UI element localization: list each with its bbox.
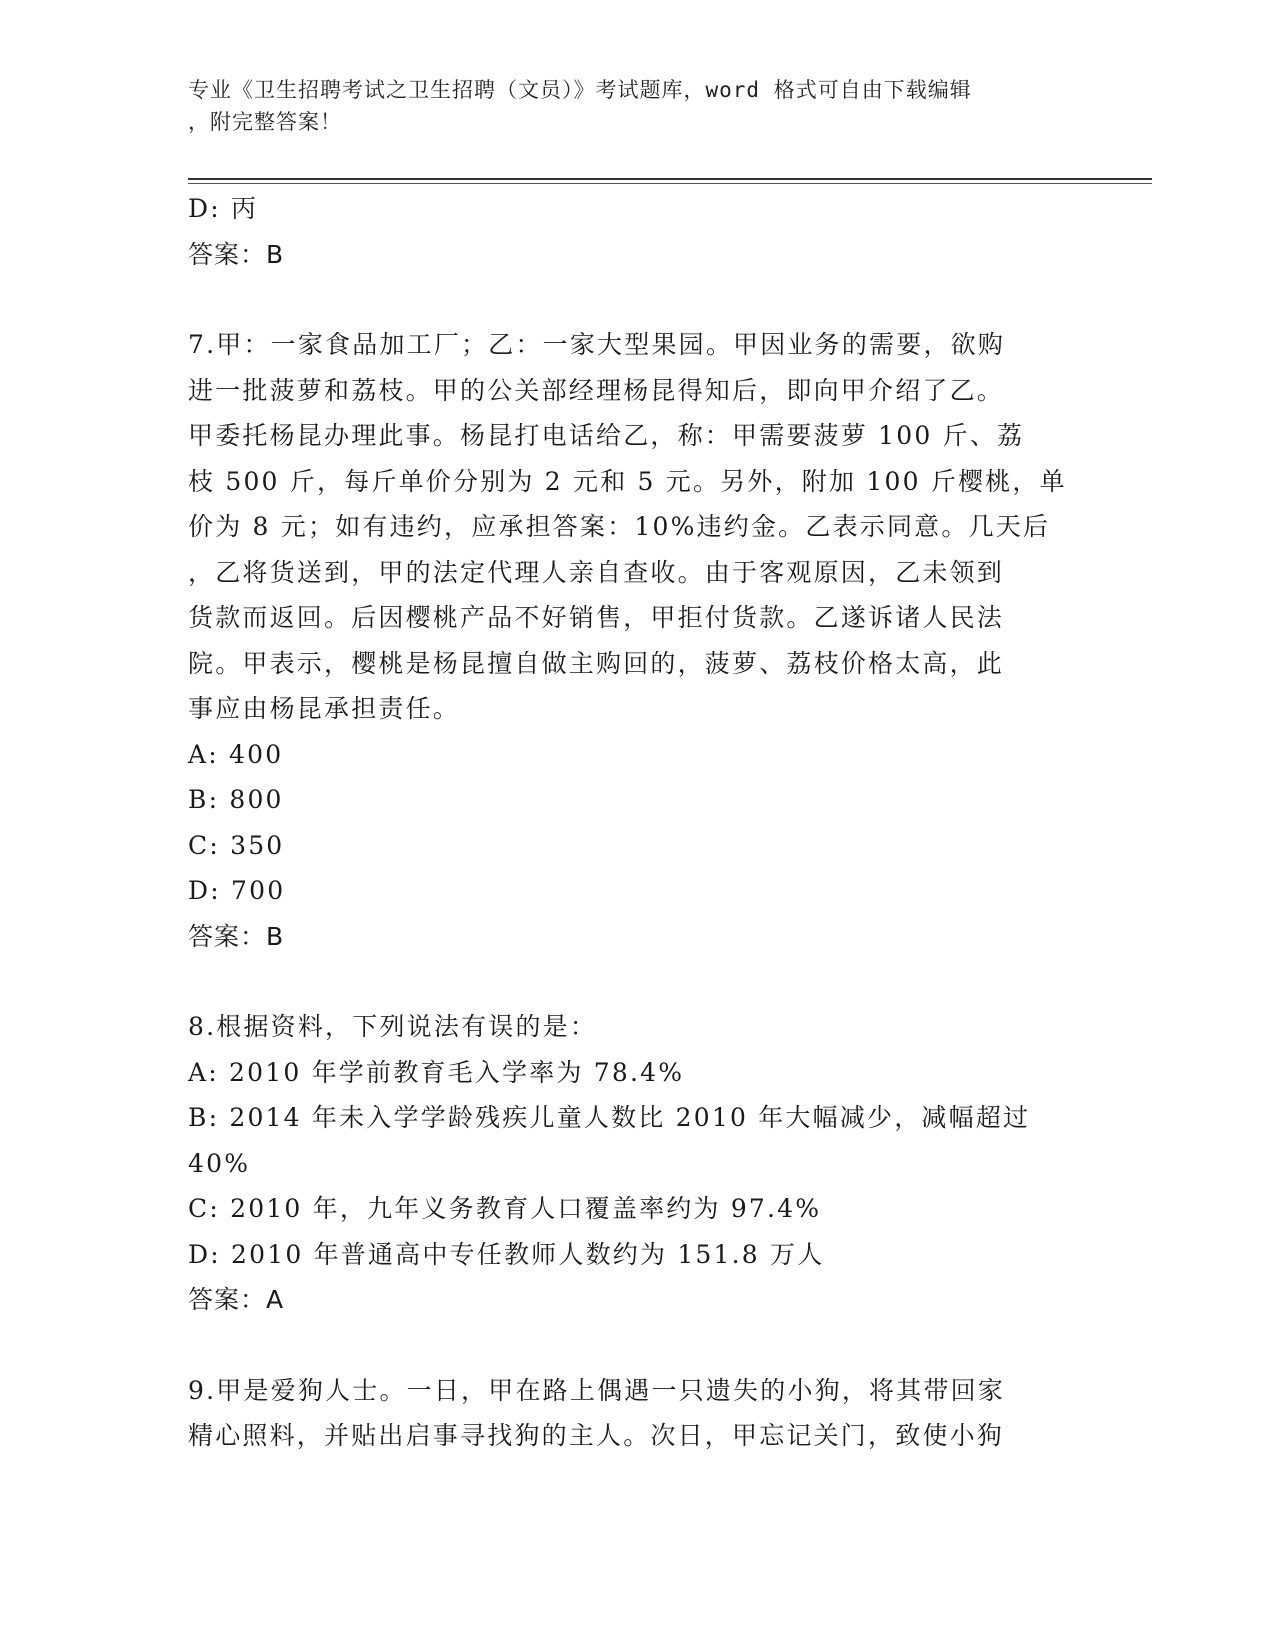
- q7-option-a: A: 400: [188, 739, 284, 769]
- q8-option-a: A: 2010 年学前教育毛入学率为 78.4%: [188, 1057, 685, 1087]
- q7-stem-line: 事应由杨昆承担责任。: [188, 694, 461, 723]
- document-header: [188, 74, 1068, 138]
- q7-option-d: D: 700: [188, 876, 286, 905]
- header-line-2: ，附完整答案！: [188, 110, 342, 134]
- q8-option-b-line-2: 40%: [188, 1148, 251, 1178]
- spacer: [188, 277, 1088, 322]
- q7-stem-line: 进一批菠萝和荔枝。甲的公关部经理杨昆得知后，即向甲介绍了乙。: [188, 375, 1005, 405]
- q7-stem-line: ，乙将货送到，甲的法定代理人亲自查收。由于客观原因，乙未领到: [188, 557, 1005, 587]
- q7-stem-line: 7.甲：一家食品加工厂；乙：一家大型果园。甲因业务的需要，欲购: [188, 330, 1006, 359]
- q7-option-b: B: 800: [188, 785, 284, 814]
- spacer: [188, 959, 1088, 1004]
- q8-option-b-line-1: B: 2014 年未入学学龄残疾儿童人数比 2010 年大幅减少，减幅超过: [188, 1103, 1031, 1132]
- q8-answer: 答案：A: [188, 1285, 285, 1314]
- prev-question-answer: 答案：B: [188, 239, 285, 269]
- prev-question-option-d: D: 丙: [188, 194, 259, 223]
- header-line-1: 专业《卫生招聘考试之卫生招聘（文员）》考试题库，word 格式可自由下载编辑: [188, 78, 972, 102]
- q7-stem-line: 院。甲表示，樱桃是杨昆擅自做主购回的，菠萝、荔枝价格太高，此: [188, 648, 1005, 678]
- document-body: [188, 186, 1088, 1459]
- q8-option-d: D: 2010 年普通高中专任教师人数约为 151.8 万人: [188, 1239, 825, 1269]
- q7-stem-line: 枝 500 斤，每斤单价分别为 2 元和 5 元。另外，附加 100 斤樱桃，单: [188, 466, 1067, 496]
- q8-stem: 8.根据资料，下列说法有误的是：: [188, 1012, 598, 1041]
- q7-option-c: C: 350: [188, 830, 285, 860]
- spacer: [188, 1323, 1088, 1368]
- q8-option-c: C: 2010 年，九年义务教育人口覆盖率约为 97.4%: [188, 1194, 822, 1223]
- header-divider-thin: [188, 183, 1152, 184]
- q7-stem-line: 价为 8 元；如有违约，应承担答案：10%违约金。乙表示同意。几天后: [188, 512, 1051, 541]
- header-divider-thick: [188, 178, 1152, 180]
- q7-answer: 答案：B: [188, 921, 285, 951]
- q9-stem-line: 精心照料，并贴出启事寻找狗的主人。次日，甲忘记关门，致使小狗: [188, 1421, 1005, 1450]
- q7-stem-line: 货款而返回。后因樱桃产品不好销售，甲拒付货款。乙遂诉诸人民法: [188, 603, 1005, 632]
- q7-stem-line: 甲委托杨昆办理此事。杨昆打电话给乙，称：甲需要菠萝 100 斤、荔: [188, 421, 1025, 450]
- q9-stem-line: 9.甲是爱狗人士。一日，甲在路上偶遇一只遗失的小狗，将其带回家: [188, 1375, 1006, 1405]
